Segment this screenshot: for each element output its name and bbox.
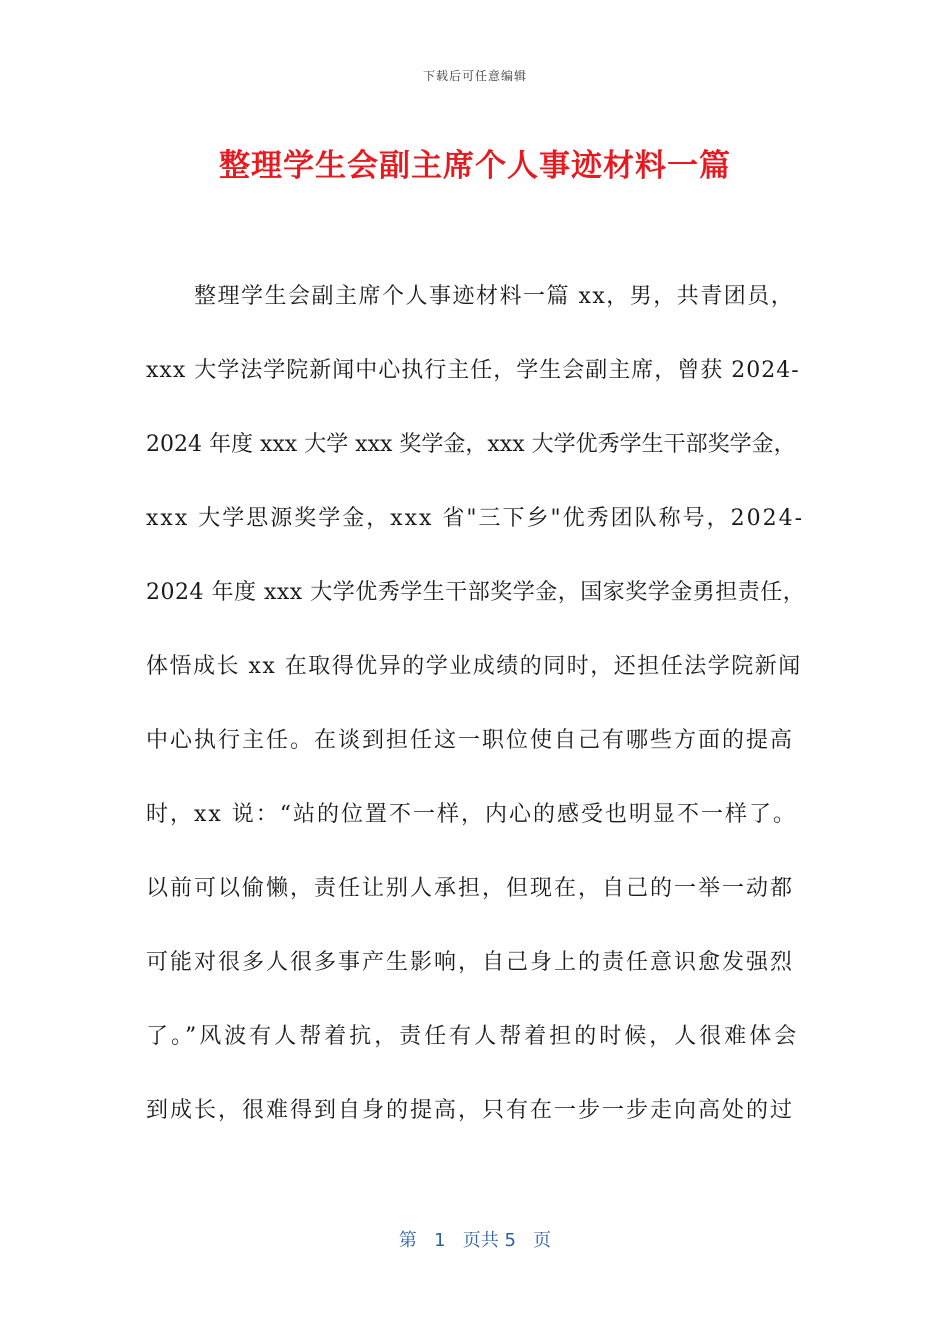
page-footer	[0, 1226, 950, 1252]
footer-total-pages: 5	[504, 1230, 516, 1251]
footer-current-page: 1	[434, 1230, 446, 1251]
document-title: 整理学生会副主席个人事迹材料一篇	[219, 148, 731, 184]
document-body	[146, 264, 806, 1152]
body-line: 2024 年度 xxx 大学 xxx 奖学金，xxx 大学优秀学生干部奖学金，	[146, 432, 796, 457]
body-line: 了。”风波有人帮着抗，责任有人帮着担的时候，人很难体会	[146, 1024, 800, 1049]
footer-suffix: 页	[533, 1230, 552, 1251]
footer-prefix: 第	[398, 1230, 417, 1251]
header-note: 下载后可任意编辑	[422, 69, 527, 83]
body-line: 时，xx 说：“站的位置不一样，内心的感受也明显不一样了。	[146, 802, 798, 827]
body-line: 2024 年度 xxx 大学优秀学生干部奖学金，国家奖学金勇担责任，	[146, 580, 806, 605]
body-line: 到成长，很难得到自身的提高，只有在一步一步走向高处的过	[146, 1098, 795, 1123]
body-line: 体悟成长 xx 在取得优异的学业成绩的同时，还担任法学院新闻	[146, 654, 802, 679]
body-line: 整理学生会副主席个人事迹材料一篇 xx，男，共青团员，	[194, 284, 795, 309]
body-line: xxx 大学思源奖学金，xxx 省"三下乡"优秀团队称号，2024-	[146, 506, 805, 531]
body-line: 以前可以偷懒，责任让别人承担，但现在，自己的一举一动都	[146, 876, 795, 901]
body-line: 中心执行主任。在谈到担任这一职位使自己有哪些方面的提高	[146, 728, 795, 753]
footer-middle: 页共	[462, 1230, 499, 1251]
body-line: 可能对很多人很多事产生影响，自己身上的责任意识愈发强烈	[146, 950, 795, 975]
body-line: xxx 大学法学院新闻中心执行主任，学生会副主席，曾获 2024-	[146, 358, 800, 383]
